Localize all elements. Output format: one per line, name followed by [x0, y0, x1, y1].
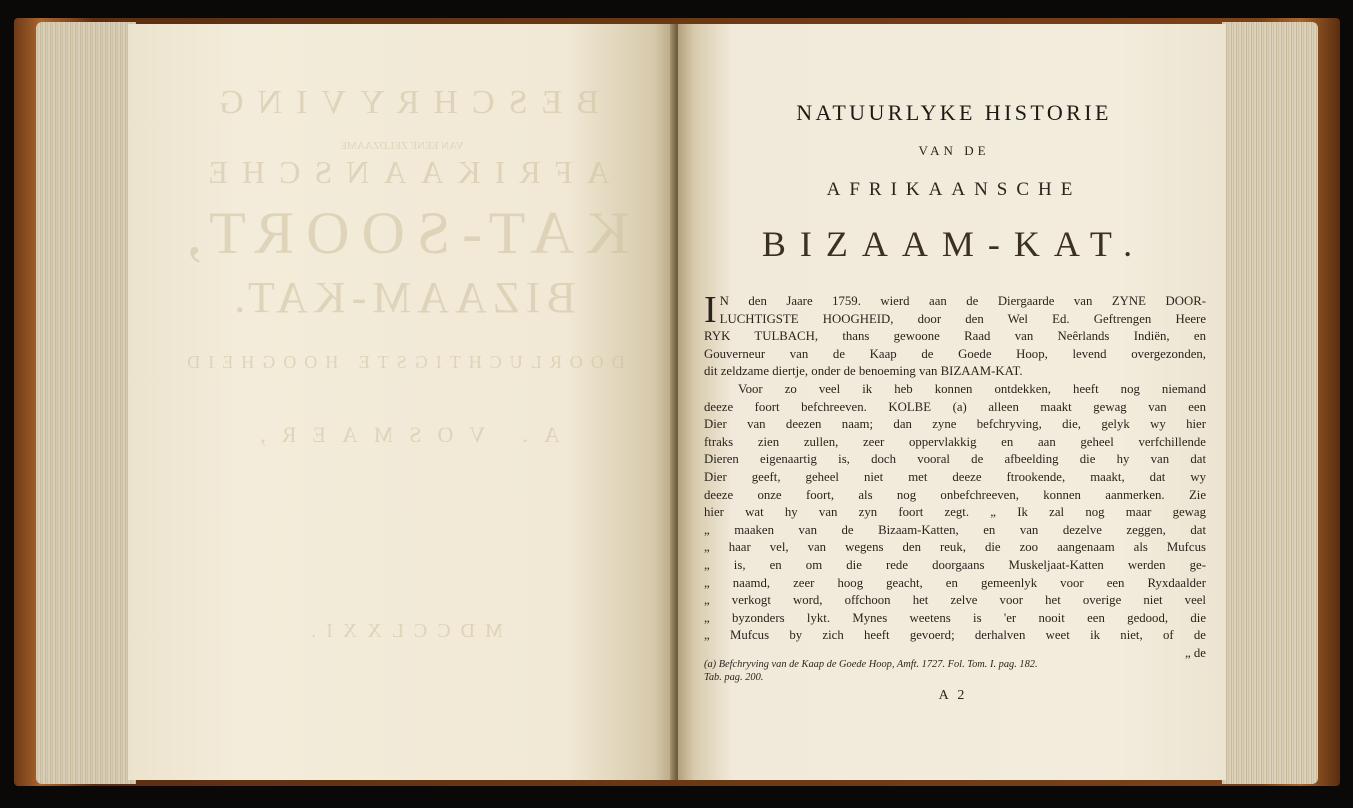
- ghost-line: MDCCLXXI.: [301, 620, 503, 642]
- text-line: deeze foort befchreeven. KOLBE (a) alleen maakt gewag van een: [704, 399, 1206, 414]
- text-line: RYK TULBACH, thans gewoone Raad van Neêrlands Indiën, en: [704, 329, 1206, 344]
- text-line: LUCHTIGSTE HOOGHEID, door den Wel Ed. Geftrengen Heere: [719, 311, 1206, 326]
- text-line: Voor zo veel ik heb konnen ontdekken, heeft nog niemand: [738, 381, 1206, 396]
- body-text: [704, 289, 1206, 662]
- page-signature: A 2: [938, 688, 968, 703]
- title-bizaam-kat: BIZAAM-KAT.: [761, 224, 1147, 264]
- paragraph-2: [704, 381, 1206, 663]
- footnote-line: Tab. pag. 200.: [704, 672, 764, 683]
- footnote-line: (a) Befchryving van de Kaap de Goede Hoop, Amft. 1727. Fol. Tom. I. pag. 182.: [704, 659, 1038, 670]
- text-line: „ haar vel, van wegens den reuk, die zoo aangenaam als Mufcus: [704, 540, 1206, 555]
- ghost-line: AFRIKAANSCHE: [194, 154, 610, 190]
- ghost-line: BESCHRYVING: [205, 84, 599, 121]
- left-page-edges: [36, 22, 136, 784]
- left-page-show-through: [128, 24, 676, 780]
- ghost-line: DOORLUCHTIGSTE HOOGHEID: [179, 352, 625, 372]
- text-line: hier wat hy van zyn foort zegt. „ Ik zal nog maar gewag: [704, 505, 1206, 520]
- title-van-de: VAN DE: [918, 143, 990, 158]
- text-line: „ verkogt word, offchoon het zelve voor het overige niet veel: [704, 593, 1206, 608]
- text-line: N den Jaare 1759. wierd aan de Diergaarde van ZYNE DOOR-: [719, 294, 1206, 308]
- ghost-line: BIZAAM-KAT.: [228, 273, 576, 322]
- drop-cap: I: [704, 289, 717, 331]
- text-line: „ is, en om die rede doorgaans Muskeljaat-Katten werden ge-: [704, 557, 1206, 572]
- text-line: Dieren eigenaartig is, doch vooral de afbeelding die hy van dat: [704, 452, 1206, 467]
- left-page: [128, 24, 676, 780]
- title-natuurlyke-historie: NATUURLYKE HISTORIE: [796, 100, 1112, 125]
- ghost-line: A. VOSMAER,: [244, 422, 560, 447]
- ghost-line: KAT-SOORT,: [174, 200, 630, 266]
- text-line: Dier geeft, geheel niet met deeze ftrookende, maakt, dat wy: [704, 469, 1206, 484]
- text-line: „ maaken van de Bizaam-Katten, en van dezelve zeggen, dat: [704, 522, 1206, 537]
- text-line: ftraks zien zullen, zeer oppervlakkig en aan geheel verfchillende: [704, 434, 1206, 449]
- text-line: Dier van deezen naam; dan zyne befchryving, die, gelyk wy hier: [704, 417, 1206, 432]
- right-page-edges: [1222, 22, 1318, 784]
- title-afrikaansche: AFRIKAANSCHE: [826, 179, 1082, 200]
- catchword: „ de: [1185, 645, 1206, 660]
- paragraph-1: [704, 289, 1206, 381]
- right-page: [678, 24, 1226, 780]
- text-line: „ byzonders lykt. Mynes weetens is 'er nooit een gedood, die: [704, 610, 1206, 625]
- footnote: [704, 658, 1206, 684]
- text-line: „ naamd, zeer hoog geacht, en gemeenlyk voor een Ryxdaalder: [704, 575, 1206, 590]
- text-line: Gouverneur van de Kaap de Goede Hoop, levend overgezonden,: [704, 346, 1206, 361]
- text-line: „ Mufcus by zich heeft gevoerd; derhalven weet ik niet, of de: [704, 628, 1206, 643]
- right-page-content: [678, 24, 1226, 780]
- text-line: dit zeldzame diertje, onder de benoeming van BIZAAM-KAT.: [704, 364, 1023, 379]
- ghost-line: VAN EENE ZELDZAAME: [340, 140, 464, 152]
- text-line: deeze onze foort, als nog onbefchreeven, konnen aanmerken. Zie: [704, 487, 1206, 502]
